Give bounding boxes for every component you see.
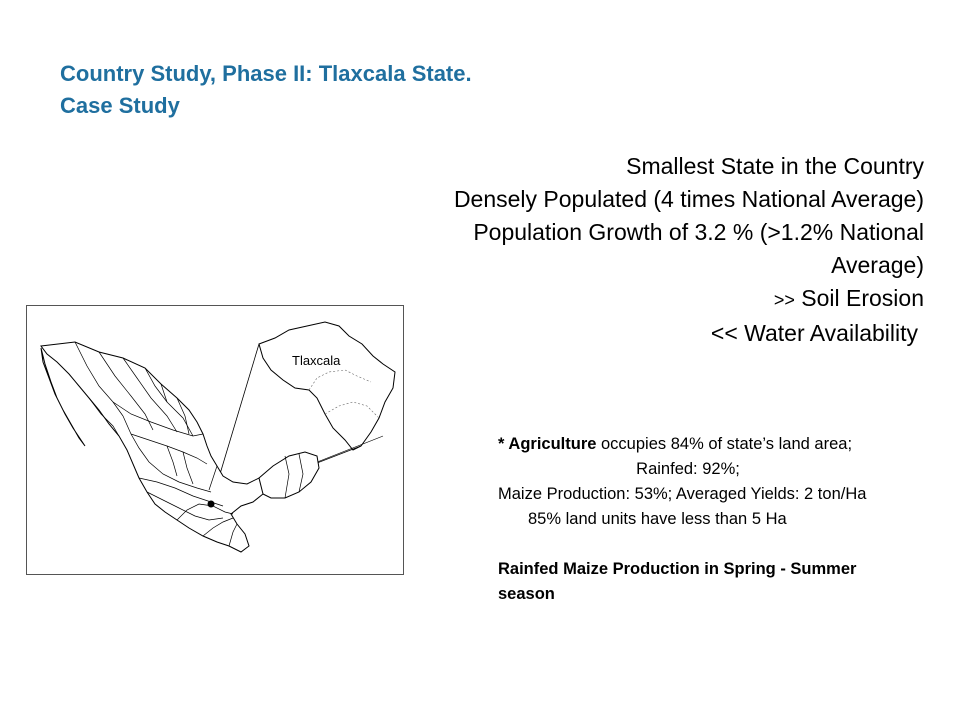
note-season: Rainfed Maize Production in Spring - Summer season xyxy=(498,560,857,603)
fact-density: Densely Populated (4 times National Average) xyxy=(453,186,924,212)
mexico-map-svg xyxy=(27,306,405,576)
note-agriculture xyxy=(498,432,878,457)
title-line-2: Case Study xyxy=(60,93,180,118)
tlaxcala-map-label: Tlaxcala xyxy=(292,353,341,368)
soil-erosion-label: Soil Erosion xyxy=(794,285,924,311)
key-facts xyxy=(324,150,924,350)
note-spacer xyxy=(498,532,878,557)
note-rainfed: Rainfed: 92%; xyxy=(636,460,740,478)
mexico-map-figure xyxy=(26,305,404,575)
agriculture-notes xyxy=(498,432,878,607)
mexico-outline xyxy=(41,342,267,552)
title-line-1: Country Study, Phase II: Tlaxcala State. xyxy=(60,61,472,86)
water-availability-label: << Water Availability xyxy=(710,320,918,346)
fact-soil-erosion xyxy=(324,282,924,317)
slide-title xyxy=(60,58,472,122)
note-land-units: 85% land units have less than 5 Ha xyxy=(528,510,787,528)
fact-population-growth: Population Growth of 3.2 % (>1.2% National Average) xyxy=(473,219,924,278)
note-agriculture-rest: occupies 84% of state’s land area; xyxy=(596,435,853,453)
tlaxcala-inset-shape xyxy=(259,322,395,450)
tlaxcala-location-marker xyxy=(208,501,215,508)
note-asterisk: * xyxy=(498,435,509,453)
fact-smallest-state: Smallest State in the Country xyxy=(626,153,924,179)
note-maize-production: Maize Production: 53%; Averaged Yields: 2 ton/Ha xyxy=(498,485,867,503)
note-agriculture-bold: Agriculture xyxy=(508,435,597,453)
increase-symbol: >> xyxy=(773,290,795,310)
fact-water-availability xyxy=(324,317,924,350)
